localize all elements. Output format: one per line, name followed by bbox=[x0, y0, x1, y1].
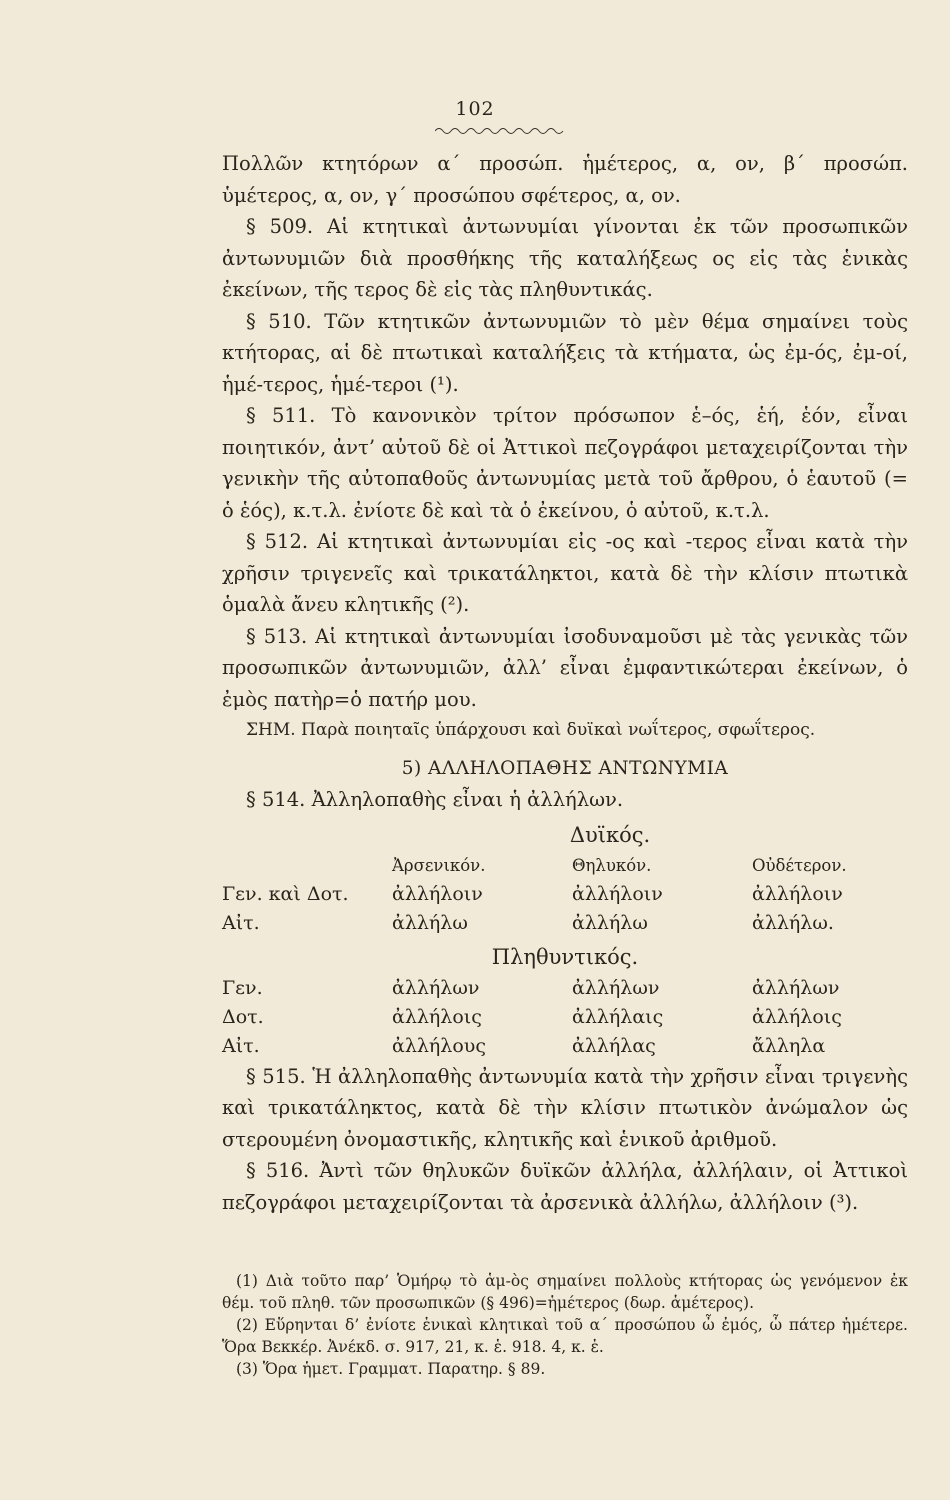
form-neuter: ἀλλήλων bbox=[752, 976, 840, 999]
form-masculine: ἀλλήλων bbox=[392, 976, 480, 999]
form-masculine: ἀλλήλους bbox=[392, 1034, 486, 1057]
case-label: Γεν. bbox=[222, 976, 263, 999]
form-neuter: ἀλλήλω. bbox=[752, 912, 834, 934]
footnotes bbox=[222, 1270, 908, 1380]
paragraph-514: § 514. Ἀλληλοπαθὴς εἶναι ἡ ἀλλήλων. bbox=[246, 788, 624, 811]
case-label: Αἰτ. bbox=[222, 1034, 260, 1057]
header-feminine: Θηλυκόν. bbox=[572, 856, 652, 875]
form-neuter: ἀλλήλοις bbox=[752, 1005, 842, 1028]
footnote-3: (3) Ὅρα ἡμετ. Γραμματ. Παρατηρ. § 89. bbox=[236, 1360, 546, 1378]
note-sem: ΣΗΜ. Παρὰ ποιηταῖς ὑπάρχουσι καὶ δυϊκαὶ νωΐτερος, σφωΐτερος. bbox=[246, 720, 816, 740]
paragraph-509: § 509. Αἱ κτητικαὶ ἀντωνυμίαι γίνονται ἐκ τῶν προσωπικῶν ἀντωνυμιῶν διὰ προσθήκης τῆς καταλήξεως ος εἰς τὰς ἑνικὰς ἐκείνων, τῆς τερος δὲ εἰς τὰς πληθυντικάς. bbox=[222, 215, 908, 301]
table-row bbox=[222, 909, 908, 938]
paragraph-possessive-plural: Πολλῶν κτητόρων α΄ προσώπ. ἡμέτερος, α, ον, β΄ προσώπ. ὑμέτερος, α, ον, γ΄ προσώπου σφέτερος, α, ον. bbox=[222, 152, 908, 207]
paragraph-510: § 510. Τῶν κτητικῶν ἀντωνυμιῶν τὸ μὲν θέμα σημαίνει τοὺς κτήτορας, αἱ δὲ πτωτικαὶ καταλήξεις τὰ κτήματα, ὡς ἐμ-ός, ἐμ-οί, ἡμέ-τερος, ἡμέ-τεροι (¹). bbox=[222, 309, 908, 396]
form-masculine: ἀλλήλοιν bbox=[392, 883, 483, 905]
header-masculine: Ἀρσενικόν. bbox=[392, 856, 486, 875]
case-label: Δοτ. bbox=[222, 1005, 264, 1028]
paragraph-513: § 513. Αἱ κτητικαὶ ἀντωνυμίαι ἰσοδυναμοῦσι μὲ τὰς γενικὰς τῶν προσωπικῶν ἀντωνυμιῶν, ἀλλ’ εἶναι ἐμφαντικώτεραι ἐκείνων, ὁ ἐμὸς πατὴρ=ὁ πατήρ μου. bbox=[222, 624, 908, 711]
page-number: 102 bbox=[455, 98, 495, 120]
form-feminine: ἀλλήλας bbox=[572, 1034, 656, 1057]
form-feminine: ἀλλήλοιν bbox=[572, 883, 663, 905]
wavy-rule-ornament bbox=[435, 126, 565, 136]
form-feminine: ἀλλήλαις bbox=[572, 1005, 664, 1028]
dual-declension-table bbox=[222, 851, 908, 938]
form-masculine: ἀλλήλω bbox=[392, 912, 468, 934]
table-row bbox=[222, 1003, 908, 1032]
plural-declension-table bbox=[222, 974, 908, 1061]
main-text bbox=[222, 148, 908, 1218]
section-heading: 5) ΑΛΛΗΛΟΠΑΘΗΣ ΑΝΤΩΝΥΜΙΑ bbox=[401, 757, 729, 779]
paragraph-511: § 511. Τὸ κανονικὸν τρίτον πρόσωπον ἑ–ός, ἑή, ἑόν, εἶναι ποιητικόν, ἀντ’ αὐτοῦ δὲ οἱ Ἀττικοὶ πεζογράφοι μεταχειρίζονται τὴν γενικὴν τῆς αὐτοπαθοῦς ἀντωνυμίας μετὰ τοῦ ἄρθρου, ὁ ἑαυτοῦ (= ὁ ἑός), κ.τ.λ. ἐνίοτε δὲ καὶ τὰ ὁ ἐκείνου, ὁ αὐτοῦ, κ.τ.λ. bbox=[222, 404, 908, 522]
table-row bbox=[222, 974, 908, 1003]
table-header-row bbox=[222, 851, 908, 880]
table-row bbox=[222, 1032, 908, 1061]
form-feminine: ἀλλήλων bbox=[572, 976, 660, 999]
dual-title: Δυϊκός. bbox=[569, 822, 651, 847]
case-label: Αἰτ. bbox=[222, 912, 260, 934]
form-neuter: ἄλληλα bbox=[752, 1034, 826, 1057]
form-feminine: ἀλλήλω bbox=[572, 912, 648, 934]
paragraph-515: § 515. Ἡ ἀλληλοπαθὴς ἀντωνυμία κατὰ τὴν χρῆσιν εἶναι τριγενὴς καὶ τρικατάληκτος, κατὰ δὲ τὴν κλίσιν πτωτικὸν ἀνώμαλον ὡς στερουμένη ὀνομαστικῆς, κλητικῆς καὶ ἑνικοῦ ἀριθμοῦ. bbox=[222, 1064, 908, 1151]
case-label: Γεν. καὶ Δοτ. bbox=[222, 883, 349, 905]
plural-title: Πληθυντικός. bbox=[491, 945, 639, 969]
footnote-2: (2) Εὕρηνται δ’ ἐνίοτε ἑνικαὶ κλητικαὶ τοῦ α΄ προσώπου ὦ ἐμός, ὦ πάτερ ἡμέτερε. Ὅρα Βεκκέρ. Ἀνέκδ. σ. 917, 21, κ. ἑ. 918. 4, κ. ἑ. bbox=[222, 1316, 908, 1356]
footnote-1: (1) Διὰ τοῦτο παρ’ Ὁμήρῳ τὸ ἁμ-ὸς σημαίνει πολλοὺς κτήτορας ὡς γενόμενον ἐκ θέμ. τοῦ πληθ. τῶν προσωπικῶν (§ 496)=ἡμέτερος (δωρ. ἁμέτερος). bbox=[222, 1272, 908, 1312]
paragraph-512: § 512. Αἱ κτητικαὶ ἀντωνυμίαι εἰς -ος καὶ -τερος εἶναι κατὰ τὴν χρῆσιν τριγενεῖς καὶ τρικατάληκτοι, κατὰ δὲ τὴν κλίσιν πτωτικὰ ὁμαλὰ ἄνευ κλητικῆς (²). bbox=[222, 530, 908, 616]
form-masculine: ἀλλήλοις bbox=[392, 1005, 482, 1028]
paragraph-516: § 516. Ἀντὶ τῶν θηλυκῶν δυϊκῶν ἀλλήλα, ἀλλήλαιν, οἱ Ἀττικοὶ πεζογράφοι μεταχειρίζονται τὰ ἀρσενικὰ ἀλλήλω, ἀλλήλοιν (³). bbox=[222, 1159, 908, 1214]
table-row bbox=[222, 880, 908, 909]
form-neuter: ἀλλήλοιν bbox=[752, 883, 843, 905]
header-neuter: Οὐδέτερον. bbox=[752, 856, 847, 875]
